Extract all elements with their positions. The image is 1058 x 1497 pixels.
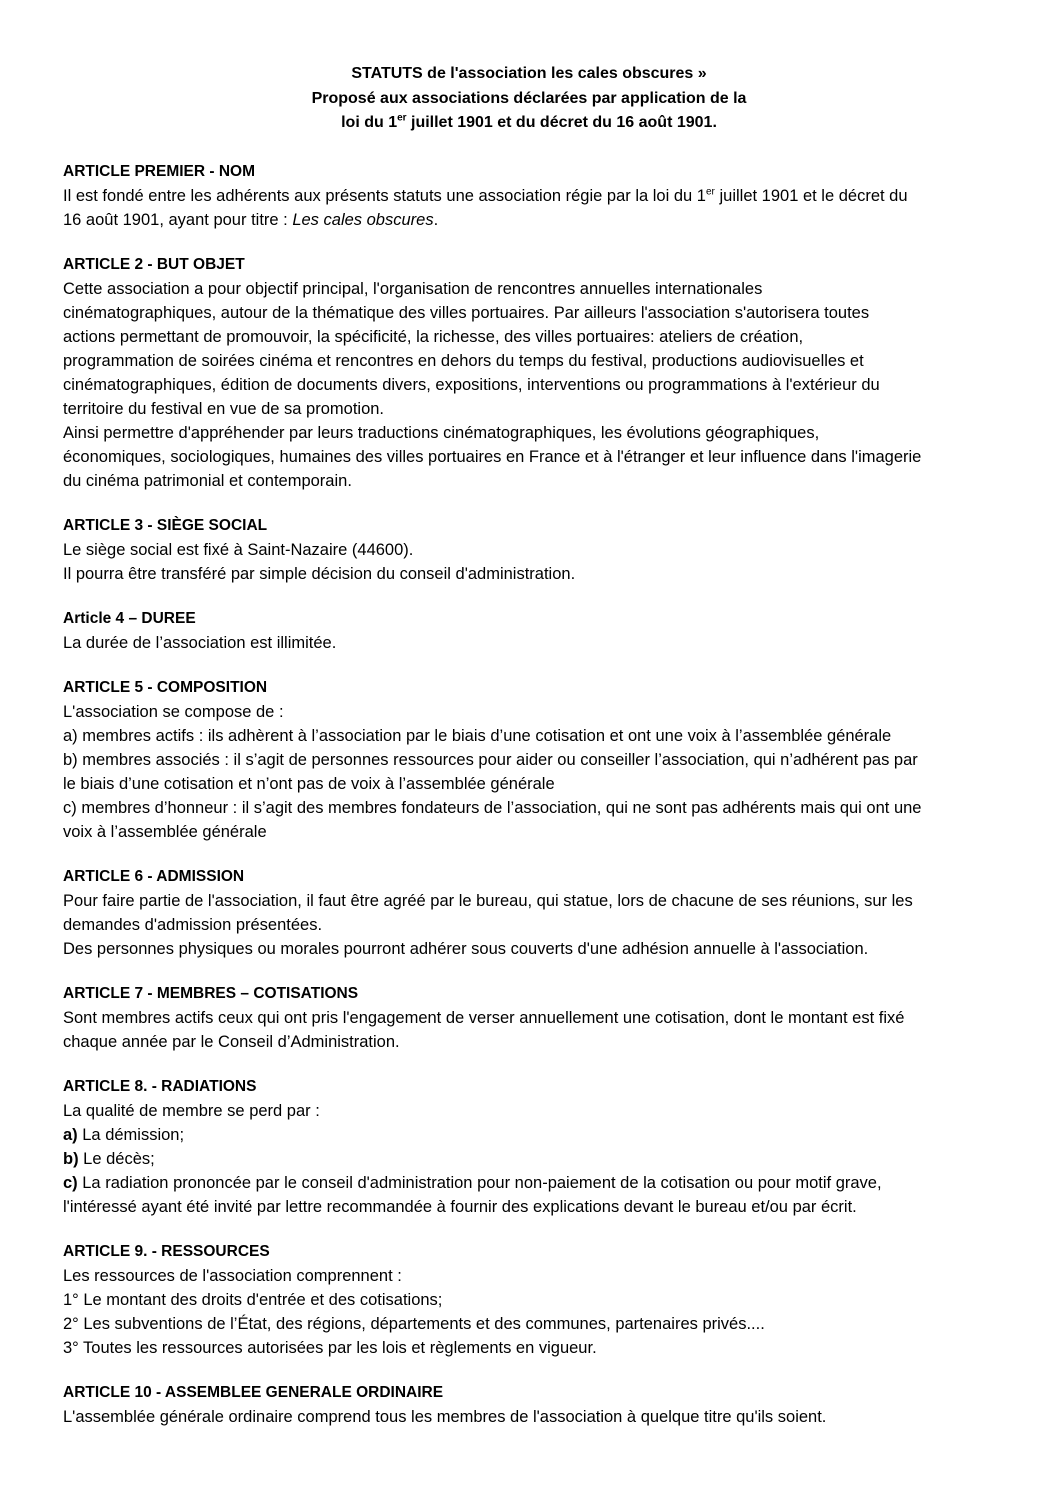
article-title: Article 4 – DUREE <box>63 610 196 627</box>
article-text: programmation de soirées cinéma et rencontres en dehors du temps du festival, productions audiovisuelles et <box>63 352 864 370</box>
article-6 <box>63 865 1018 961</box>
article-text: Il pourra être transféré par simple décision du conseil d'administration. <box>63 565 576 583</box>
article-3 <box>63 514 1018 586</box>
article-text: 3° Toutes les ressources autorisées par les lois et règlements en vigueur. <box>63 1339 597 1357</box>
article-text: le biais d’une cotisation et n’ont pas de voix à l’assemblée générale <box>63 775 555 793</box>
article-text: a) La démission; <box>63 1126 185 1144</box>
article-text: Il est fondé entre les adhérents aux présents statuts une association régie par la loi du 1er juillet 1901 et le décret du <box>63 186 908 205</box>
article-1 <box>63 160 1018 232</box>
header-law-reference: loi du 1er juillet 1901 et du décret du 16 août 1901. <box>341 112 717 131</box>
document-header <box>0 62 1058 136</box>
article-text: demandes d'admission présentées. <box>63 916 323 934</box>
header-title: STATUTS de l'association les cales obscures » <box>351 65 707 82</box>
article-text: Cette association a pour objectif principal, l'organisation de rencontres annuelles internationales <box>63 280 763 298</box>
article-text: économiques, sociologiques, humaines des villes portuaires en France et à l'étranger et leur influence dans l'imagerie <box>63 448 922 466</box>
article-text: a) membres actifs : ils adhèrent à l’association par le biais d’une cotisation et ont une voix à l’assemblée générale <box>63 727 892 745</box>
article-text: 1° Le montant des droits d'entrée et des cotisations; <box>63 1291 443 1309</box>
article-title: ARTICLE PREMIER - NOM <box>63 163 256 180</box>
article-9 <box>63 1240 1018 1360</box>
document-body <box>63 160 1018 1450</box>
article-text: La qualité de membre se perd par : <box>63 1102 320 1120</box>
article-text: Ainsi permettre d'appréhender par leurs traductions cinématographiques, les évolutions géographiques, <box>63 424 820 442</box>
article-title: ARTICLE 10 - ASSEMBLEE GENERALE ORDINAIRE <box>63 1384 444 1401</box>
article-text: voix à l’assemblée générale <box>63 823 267 841</box>
article-title: ARTICLE 8. - RADIATIONS <box>63 1078 257 1095</box>
article-text: cinématographiques, autour de la thématique des villes portuaires. Par ailleurs l'association s'autorisera toutes <box>63 304 870 322</box>
article-2 <box>63 253 1018 493</box>
article-text: chaque année par le Conseil d’Administration. <box>63 1033 400 1051</box>
article-text: b) membres associés : il s’agit de personnes ressources pour aider ou conseiller l’association, qui n’adhérent pas par <box>63 751 918 769</box>
article-text: l'intéressé ayant été invité par lettre recommandée à fournir des explications devant le bureau et/ou par écrit. <box>63 1198 857 1216</box>
article-text: actions permettant de promouvoir, la spécificité, la richesse, des villes portuaires: ateliers de création, <box>63 328 804 346</box>
article-text: L'association se compose de : <box>63 703 284 721</box>
article-10 <box>63 1381 1018 1429</box>
article-4 <box>63 607 1018 655</box>
article-title: ARTICLE 3 - SIÈGE SOCIAL <box>63 517 268 534</box>
article-text: Sont membres actifs ceux qui ont pris l'engagement de verser annuellement une cotisation, dont le montant est fixé <box>63 1009 905 1027</box>
article-text: c) La radiation prononcée par le conseil d'administration pour non-paiement de la cotisation ou pour motif grave, <box>63 1174 882 1192</box>
article-text: c) membres d’honneur : il s’agit des membres fondateurs de l’association, qui ne sont pas adhérents mais qui ont une <box>63 799 922 817</box>
article-text: L'assemblée générale ordinaire comprend tous les membres de l'association à quelque titre qu'ils soient. <box>63 1408 827 1426</box>
article-text: b) Le décès; <box>63 1150 155 1168</box>
article-text: Pour faire partie de l'association, il faut être agréé par le bureau, qui statue, lors de chacune de ses réunions, sur les <box>63 892 913 910</box>
article-text: 2° Les subventions de l’État, des régions, départements et des communes, partenaires privés.... <box>63 1315 765 1333</box>
header-subtitle: Proposé aux associations déclarées par application de la <box>311 89 747 107</box>
article-text: cinématographiques, édition de documents divers, expositions, interventions ou programmations à l'extérieur du <box>63 376 880 394</box>
article-title: ARTICLE 7 - MEMBRES – COTISATIONS <box>63 985 359 1002</box>
article-5 <box>63 676 1018 844</box>
article-text: du cinéma patrimonial et contemporain. <box>63 472 352 490</box>
article-text: 16 août 1901, ayant pour titre : Les cales obscures. <box>63 211 439 229</box>
article-7 <box>63 982 1018 1054</box>
article-title: ARTICLE 9. - RESSOURCES <box>63 1243 270 1260</box>
article-title: ARTICLE 2 - BUT OBJET <box>63 256 245 273</box>
article-8 <box>63 1075 1018 1219</box>
article-text: Le siège social est fixé à Saint-Nazaire (44600). <box>63 541 414 559</box>
article-title: ARTICLE 6 - ADMISSION <box>63 868 245 885</box>
article-text: Des personnes physiques ou morales pourront adhérer sous couverts d'une adhésion annuelle à l'association. <box>63 940 869 958</box>
article-text: territoire du festival en vue de sa promotion. <box>63 400 385 418</box>
article-text: Les ressources de l'association comprennent : <box>63 1267 402 1285</box>
article-text: La durée de l’association est illimitée. <box>63 634 337 652</box>
article-title: ARTICLE 5 - COMPOSITION <box>63 679 268 696</box>
